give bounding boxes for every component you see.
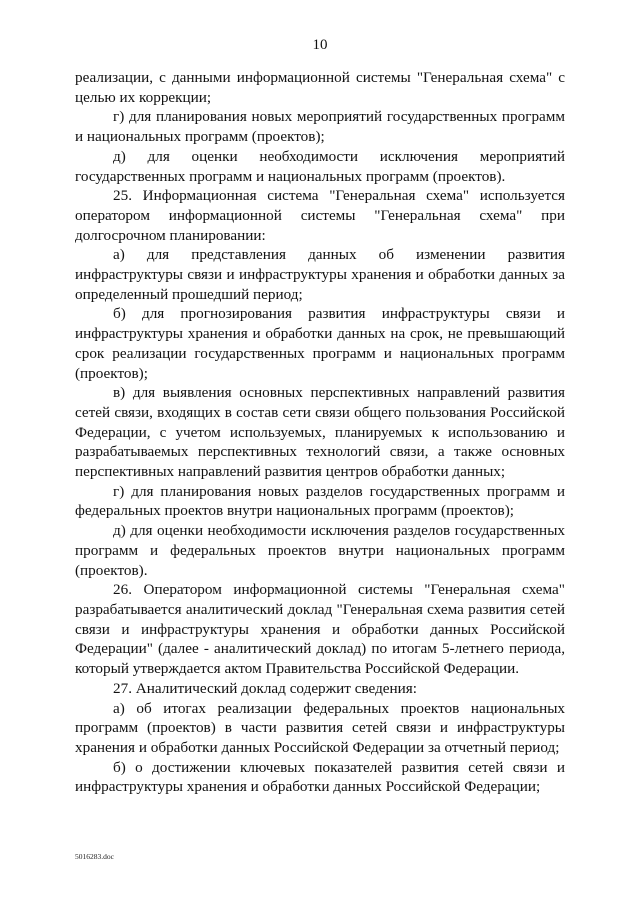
document-body [75, 68, 565, 797]
page-number: 10 [312, 37, 328, 53]
paragraph-item-a: а) для представления данных об изменении развития инфраструктуры связи и инфраструктуры хранения и обработки данных за определенный прошедший период; [75, 246, 565, 303]
paragraph-item-v: в) для выявления основных перспективных направлений развития сетей связи, входящих в состав сети связи общего пользования Российской Федерации, с учетом используемых, планируемых к использованию и разрабатываемых перспективных технологий связи, а также основных перспективных направлений развития центров обработки данных; [75, 384, 565, 481]
paragraph-item-g: г) для планирования новых разделов государственных программ и федеральных проектов внутри национальных программ (проектов); [75, 482, 565, 520]
paragraph-clause-25: 25. Информационная система "Генеральная схема" используется оператором информационной системы "Генеральная схема" при долгосрочном планировании: [75, 187, 565, 244]
paragraph-item-g: г) для планирования новых мероприятий государственных программ и национальных программ (проектов); [75, 108, 565, 146]
paragraph-item-b: б) о достижении ключевых показателей развития сетей связи и инфраструктуры хранения и обработки данных Российской Федерации; [75, 758, 565, 796]
paragraph-item-a: а) об итогах реализации федеральных проектов национальных программ (проектов) в части развития сетей связи и инфраструктуры хранения и обработки данных Российской Федерации за отчетный период; [75, 699, 565, 756]
paragraph-clause-26: 26. Оператором информационной системы "Генеральная схема" разрабатывается аналитический доклад "Генеральная схема развития сетей связи и инфраструктуры хранения и обработки данных Российской Федерации" (далее - аналитический доклад) по итогам 5-летнего периода, который утверждается актом Правительства Российской Федерации. [75, 581, 565, 678]
paragraph-item-d: д) для оценки необходимости исключения мероприятий государственных программ и национальных программ (проектов). [75, 147, 565, 185]
paragraph-clause-27: 27. Аналитический доклад содержит сведения: [113, 679, 418, 697]
paragraph-item-b: б) для прогнозирования развития инфраструктуры связи и инфраструктуры хранения и обработки данных на срок, не превышающий срок реализации государственных программ и национальных программ (проектов); [75, 305, 565, 382]
paragraph-item-d: д) для оценки необходимости исключения разделов государственных программ и федеральных проектов внутри национальных программ (проектов). [75, 522, 565, 579]
footer-file-code: 5016283.doc [75, 852, 114, 861]
paragraph-continuation: реализации, с данными информационной системы "Генеральная схема" с целью их коррекции; [75, 69, 565, 106]
